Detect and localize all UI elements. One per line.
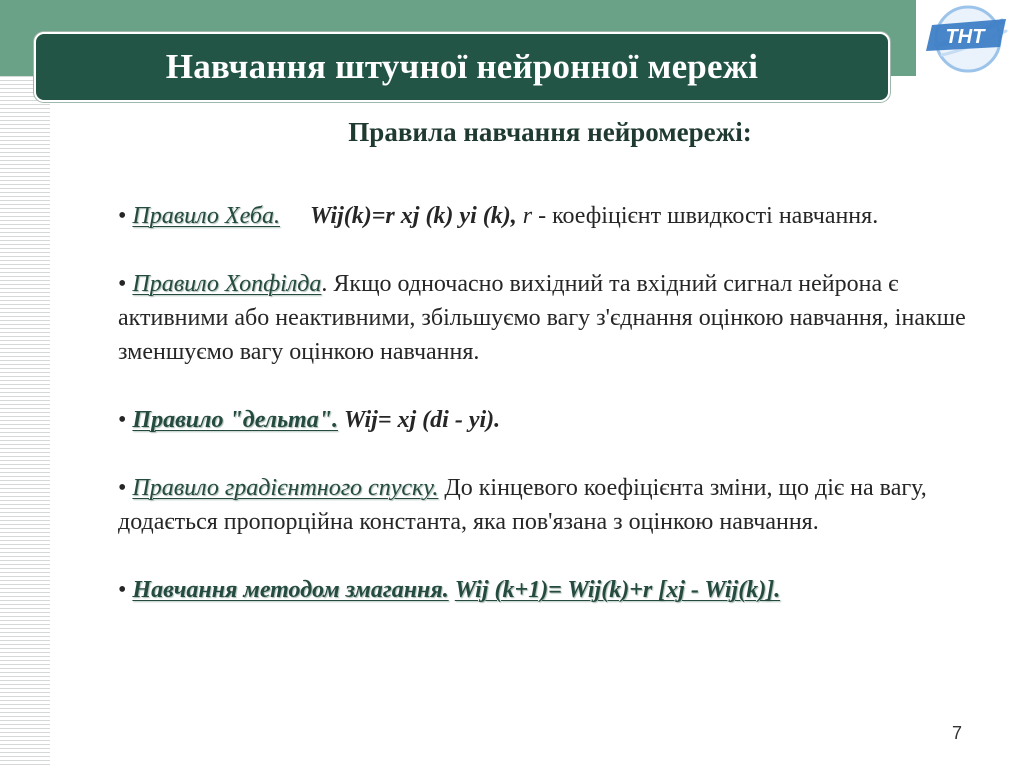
rule-text-hebb: - коефіцієнт швидкості навчання. xyxy=(532,203,879,229)
formula-hebb: Wij(k)=r xj (k) yi (k), xyxy=(309,203,517,229)
rule-name-delta: Правило "дельта". xyxy=(132,407,339,433)
rule-gradient xyxy=(118,471,988,539)
rule-text-hopfield: . Якщо одночасно вихідний та вхідний сигнал нейрона є активними або неактивними, збільшуємо вагу з'єднання оцінкою навчання, інакше зменшуємо вагу оцінкою навчання. xyxy=(118,271,966,365)
rule-hebb xyxy=(118,199,988,233)
rule-text-gradient: До кінцевого коефіцієнта зміни, що діє на вагу, додається пропорційна константа, яка пов'язана з оцінкою навчання. xyxy=(118,475,927,535)
rule-hopfield xyxy=(118,267,988,369)
bullet: • xyxy=(118,271,127,297)
rule-delta xyxy=(118,403,988,437)
rules-list xyxy=(118,199,988,607)
left-stripe-decoration xyxy=(0,76,50,768)
logo-text: ТНТ xyxy=(945,26,985,48)
rule-name-gradient: Правило градієнтного спуску. xyxy=(132,475,439,501)
formula-competition: Wij (k+1)= Wij(k)+r [xj - Wij(k)]. xyxy=(454,577,781,603)
title-bar xyxy=(34,32,890,102)
bullet: • xyxy=(118,203,127,229)
slide-title: Навчання штучної нейронної мережі xyxy=(165,47,759,86)
bullet: • xyxy=(118,407,127,433)
bullet: • xyxy=(118,577,127,603)
slide-subtitle: Правила навчання нейромережі: xyxy=(348,117,752,147)
coefficient-r: r xyxy=(522,203,533,229)
rule-name-hebb: Правило Хеба. xyxy=(132,203,280,229)
rule-competition xyxy=(118,573,988,607)
rule-name-competition: Навчання методом змагання. xyxy=(132,577,449,603)
logo xyxy=(916,0,1024,76)
tnt-university-logo-icon xyxy=(922,1,1018,75)
rule-name-hopfield: Правило Хопфілда xyxy=(132,271,322,297)
formula-delta: Wij= xj (di - yi). xyxy=(344,407,501,433)
page-number: 7 xyxy=(952,723,963,743)
bullet: • xyxy=(118,475,127,501)
